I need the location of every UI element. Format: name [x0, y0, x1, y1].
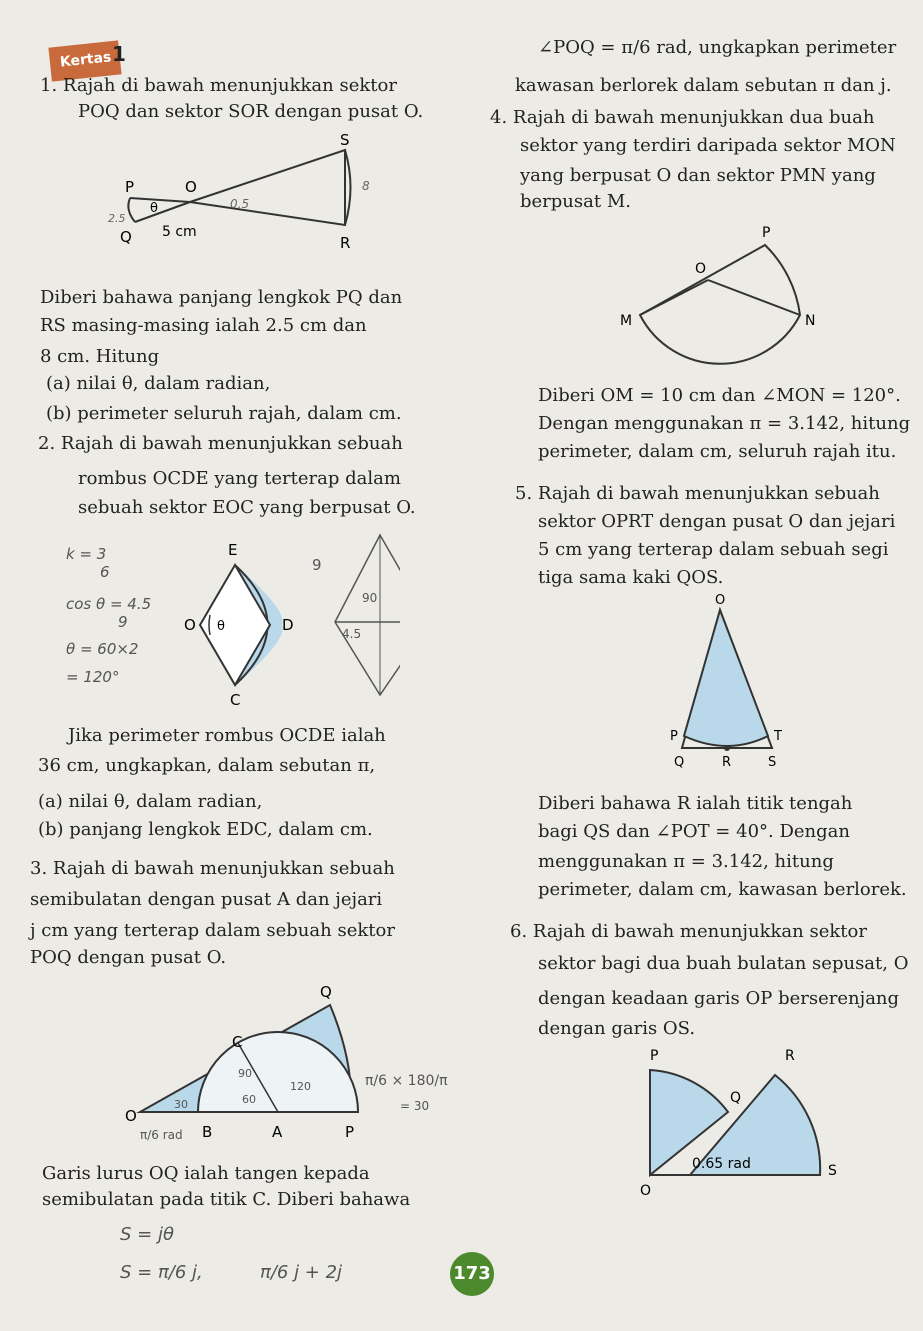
label-r: R: [340, 234, 351, 252]
hw-9: 9: [312, 556, 322, 574]
hw-2-5: 2.5: [108, 212, 126, 225]
q1-given2: RS masing-masing ialah 2.5 cm dan: [40, 315, 367, 336]
sector-pmn: [640, 245, 800, 364]
hw-30: 30: [174, 1098, 188, 1111]
label-o: O: [640, 1183, 652, 1199]
label-p: P: [762, 225, 771, 241]
label-p: P: [345, 1123, 355, 1141]
q4-given: Diberi OM = 10 cm dan ∠MON = 120°.: [538, 385, 901, 406]
q2-intro3: sebuah sektor EOC yang berpusat O.: [78, 497, 416, 518]
label-theta: θ: [217, 619, 225, 634]
label-o: O: [184, 616, 196, 634]
arc-pq: [128, 198, 135, 222]
hw-conv: π/6 × 180/π: [365, 1073, 448, 1089]
hw-0-5: 0.5: [230, 197, 250, 211]
q3-given: Garis lurus OQ ialah tangen kepada: [42, 1163, 370, 1184]
label-p: P: [125, 178, 135, 196]
sector-sor: [190, 150, 345, 225]
q2-hw-theta: θ = 60×2: [66, 640, 139, 658]
label-angle: 0.65 rad: [692, 1156, 751, 1172]
label-5cm: 5 cm: [162, 224, 197, 240]
q4-intro3: yang berpusat O dan sektor PMN yang: [520, 165, 876, 186]
q1-intro: 1. Rajah di bawah menunjukkan sektor: [40, 75, 397, 96]
label-r: R: [785, 1048, 795, 1064]
q4-intro4: berpusat M.: [520, 191, 631, 212]
sector-oprt: [684, 610, 768, 746]
q4-given3: perimeter, dalam cm, seluruh rajah itu.: [538, 441, 897, 462]
q1-given3: 8 cm. Hitung: [40, 346, 160, 367]
q6-intro3: dengan keadaan garis OP berserenjang: [538, 988, 900, 1009]
q5-given: Diberi bahawa R ialah titik tengah: [538, 793, 853, 814]
q3-intro: 3. Rajah di bawah menunjukkan sebuah: [30, 858, 395, 879]
q3-intro3: j cm yang terterap dalam sebuah sektor: [30, 920, 395, 941]
label-b: B: [202, 1123, 213, 1141]
q3-hw-s1: S = jθ: [120, 1224, 174, 1245]
label-o: O: [695, 261, 707, 277]
label-c: C: [230, 691, 241, 709]
q5-given2: bagi QS dan ∠POT = 40°. Dengan: [538, 821, 850, 842]
rhombus-ocde: [200, 565, 270, 685]
q2-hw-k: k = 3: [66, 545, 107, 563]
q4-intro: 4. Rajah di bawah menunjukkan dua buah: [490, 107, 875, 128]
label-q: Q: [674, 755, 685, 770]
q4-figure: [600, 215, 850, 375]
hw-120: 120: [290, 1080, 311, 1093]
label-m: M: [620, 313, 633, 329]
hw-eq: = 30: [400, 1099, 430, 1113]
q2-intro2: rombus OCDE yang terterap dalam: [78, 468, 401, 489]
q4-given2: Dengan menggunakan π = 3.142, hitung: [538, 413, 911, 434]
q5-intro3: 5 cm yang terterap dalam sebuah segi: [538, 539, 889, 560]
page-number-badge: 173: [450, 1252, 494, 1296]
q2-intro: 2. Rajah di bawah menunjukkan sebuah: [38, 433, 403, 454]
label-t: T: [774, 729, 782, 744]
q2-part-b: (b) panjang lengkok EDC, dalam cm.: [38, 819, 373, 840]
q5-intro2: sektor OPRT dengan pusat O dan jejari: [538, 511, 896, 532]
label-q: Q: [320, 983, 332, 1001]
label-q: Q: [730, 1090, 742, 1106]
q3-hw-s2: S = π/6 j,: [120, 1262, 203, 1283]
label-a: A: [272, 1123, 283, 1141]
q3-intro2: semibulatan dengan pusat A dan jejari: [30, 889, 383, 910]
hw-90: 90: [238, 1067, 252, 1080]
q2-given: Jika perimeter rombus OCDE ialah: [68, 725, 386, 746]
q5-intro: 5. Rajah di bawah menunjukkan sebuah: [515, 483, 880, 504]
q6-intro4: dengan garis OS.: [538, 1018, 696, 1039]
q1-part-b: (b) perimeter seluruh rajah, dalam cm.: [46, 403, 402, 424]
label-p: P: [670, 729, 678, 744]
label-s: S: [340, 131, 350, 149]
hw-60: 60: [242, 1093, 256, 1106]
label-o: O: [185, 178, 197, 196]
q2-hw-cos-denom: 9: [118, 613, 128, 631]
chapter-tab-number: 1: [112, 42, 126, 66]
q3-given2: semibulatan pada titik C. Diberi bahawa: [42, 1189, 411, 1210]
hw-rad: π/6 rad: [140, 1128, 183, 1142]
q3-intro4: POQ dengan pusat O.: [30, 947, 227, 968]
q1-given: Diberi bahawa panjang lengkok PQ dan: [40, 287, 403, 308]
label-o: O: [125, 1107, 137, 1125]
hw-45: 4.5: [342, 627, 362, 641]
hw-90: 90: [362, 591, 378, 605]
label-d: D: [282, 616, 294, 634]
q5-given4: perimeter, dalam cm, kawasan berlorek.: [538, 879, 907, 900]
label-r: R: [722, 755, 732, 770]
q1-part-a: (a) nilai θ, dalam radian,: [46, 373, 271, 394]
q4-intro2: sektor yang terdiri daripada sektor MON: [520, 135, 896, 156]
label-o: O: [715, 593, 726, 608]
q5-given3: menggunakan π = 3.142, hitung: [538, 851, 834, 872]
label-theta: θ: [150, 201, 158, 216]
label-p: P: [650, 1048, 659, 1064]
q5-intro4: tiga sama kaki QOS.: [538, 567, 724, 588]
q5-figure: [660, 588, 800, 778]
q3-cont2: kawasan berlorek dalam sebutan π dan j.: [515, 75, 892, 96]
q3-hw-s3: π/6 j + 2j: [260, 1262, 343, 1283]
q6-figure: [620, 1040, 860, 1200]
q3-cont1: ∠POQ = π/6 rad, ungkapkan perimeter: [538, 37, 897, 58]
q3-figure: [110, 975, 480, 1155]
chapter-tab: Kertas: [48, 40, 121, 81]
q2-hw-k-denom: 6: [100, 563, 110, 581]
q2-hw-120: = 120°: [66, 668, 120, 686]
label-n: N: [805, 313, 816, 329]
label-e: E: [228, 541, 238, 559]
label-q: Q: [120, 228, 132, 246]
q1-intro2: POQ dan sektor SOR dengan pusat O.: [78, 101, 424, 122]
label-c: C: [232, 1033, 243, 1051]
label-s: S: [828, 1163, 837, 1179]
q2-part-a: (a) nilai θ, dalam radian,: [38, 791, 263, 812]
q2-hw-cos: cos θ = 4.5: [66, 595, 152, 613]
q1-figure: [100, 130, 380, 260]
label-s: S: [768, 755, 777, 770]
q6-intro: 6. Rajah di bawah menunjukkan sektor: [510, 921, 867, 942]
q6-intro2: sektor bagi dua buah bulatan sepusat, O: [538, 953, 909, 974]
hw-8: 8: [362, 179, 370, 193]
q2-given2: 36 cm, ungkapkan, dalam sebutan π,: [38, 755, 376, 776]
